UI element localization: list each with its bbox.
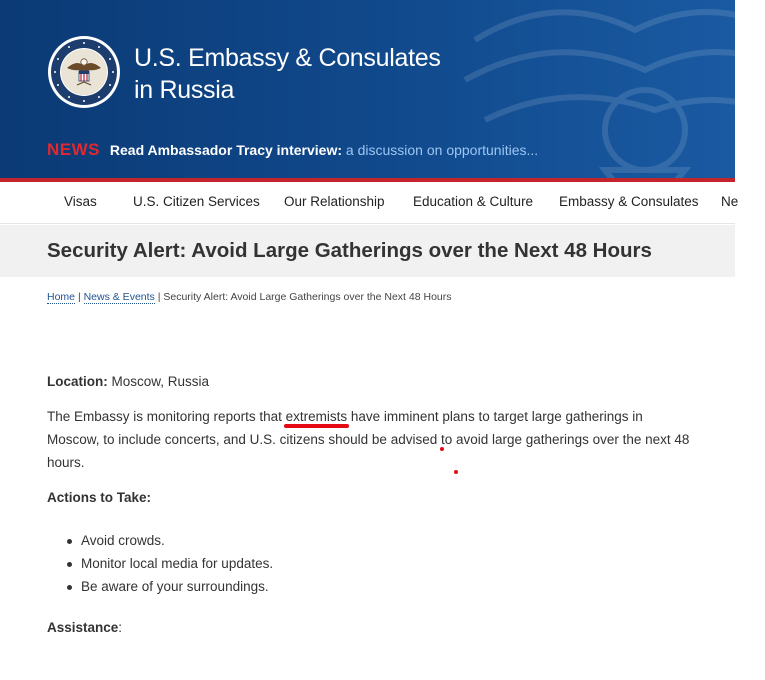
nav-item-visas[interactable]: Visas — [64, 194, 97, 209]
list-item: Be aware of your surroundings. — [67, 575, 697, 598]
location-label: Location: — [47, 374, 108, 389]
news-headline-link[interactable]: a discussion on opportunities... — [345, 142, 539, 158]
alert-text-2: have imminent — [347, 409, 443, 424]
main-navigation — [0, 182, 739, 224]
article-body — [47, 370, 697, 639]
nav-item-our-relationship[interactable]: Our Relationship — [284, 194, 385, 209]
actions-heading: Actions to Take: — [47, 490, 152, 505]
highlight-extremists: extremists — [285, 409, 348, 424]
news-ticker — [47, 140, 538, 160]
alert-paragraph — [47, 405, 692, 474]
nav-item-news[interactable]: Ne — [721, 194, 739, 209]
breadcrumb-home-link[interactable]: Home — [47, 291, 76, 303]
actions-list — [67, 529, 697, 598]
eagle-watermark-icon — [435, 0, 765, 200]
alert-text-4: . — [80, 455, 85, 470]
page-title-band — [0, 225, 735, 277]
assistance-colon: : — [118, 620, 123, 635]
assistance-line — [47, 616, 697, 639]
nav-item-embassy-consulates[interactable]: Embassy & Consulates — [559, 194, 699, 209]
list-item: Monitor local media for updates. — [67, 552, 697, 575]
breadcrumb-separator: | — [157, 291, 161, 303]
breadcrumb-current: Security Alert: Avoid Large Gatherings over the Next 48 Hours — [163, 291, 452, 303]
news-label: NEWS — [47, 140, 100, 159]
nav-item-education-culture[interactable]: Education & Culture — [413, 194, 534, 209]
alert-text-3: , and U.S. citizens should be advised to — [215, 432, 456, 447]
site-header — [0, 0, 735, 180]
site-title[interactable] — [134, 42, 441, 106]
page-title: Security Alert: Avoid Large Gatherings over the Next 48 Hours — [47, 239, 652, 262]
alert-text-1: The Embassy is monitoring reports that — [47, 409, 286, 424]
assistance-heading: Assistance — [47, 620, 119, 635]
breadcrumb — [47, 291, 452, 303]
list-item: Avoid crowds. — [67, 529, 697, 552]
breadcrumb-news-events-link[interactable]: News & Events — [83, 291, 155, 303]
embassy-seal-icon[interactable] — [47, 35, 121, 109]
location-line — [47, 370, 697, 393]
highlight-target-gatherings: plans to target large gatherings in Moscow, to include concerts — [47, 409, 643, 447]
location-value: Moscow, Russia — [111, 374, 210, 389]
breadcrumb-separator: | — [77, 291, 81, 303]
news-lead-link[interactable]: Read Ambassador Tracy interview: — [109, 142, 343, 158]
site-title-line-2: in Russia — [134, 76, 235, 104]
nav-item-us-citizen-services[interactable]: U.S. Citizen Services — [133, 194, 260, 209]
highlight-avoid-gatherings: avoid large gatherings over the next 48 hours — [47, 432, 690, 470]
site-title-line-1: U.S. Embassy & Consulates — [134, 44, 441, 72]
